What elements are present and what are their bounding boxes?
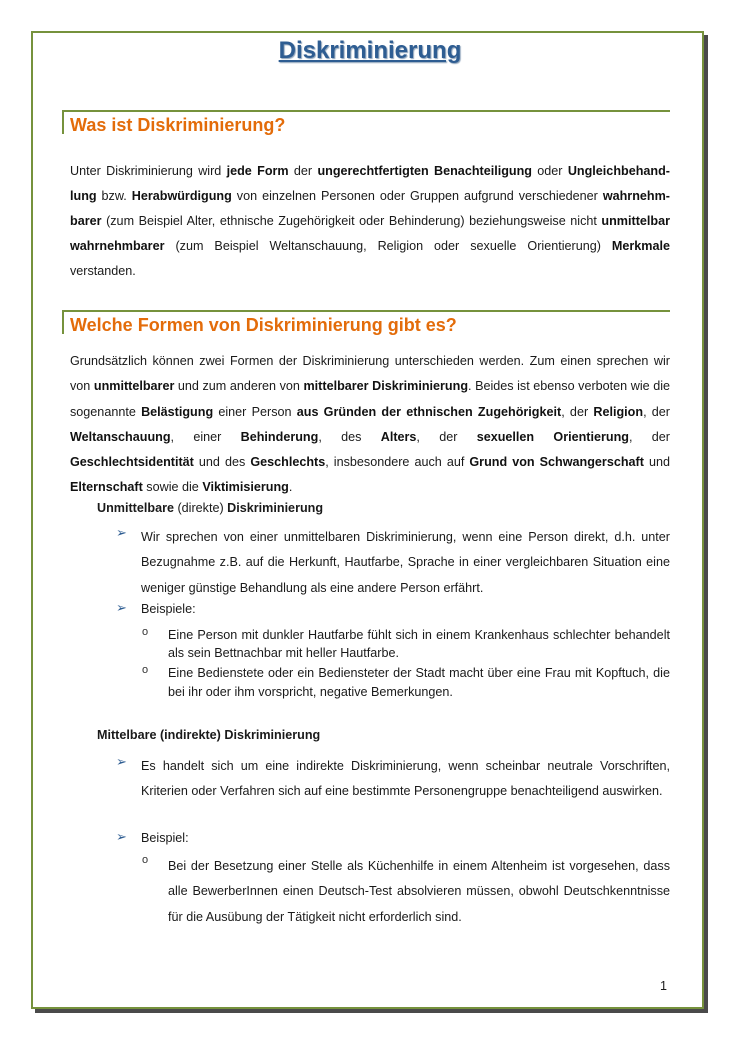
bold-text: Religion (593, 404, 644, 419)
page-number: 1 (660, 979, 668, 993)
arrow-bullet-icon: ➢ (116, 600, 127, 615)
bold-text: Grund von Schwangerschaft (469, 455, 644, 470)
text-run: , des (318, 429, 381, 444)
sub-list-item-text: Bei der Besetzung einer Stelle als Küchenhilfe in einem Altenheim ist vorgesehen, dass alle BewerberInnen einen Deutsch-Test absolvieren müssen, obwohl Deutschkenntnisse für die Ausübung der Tätigkeit nicht erforderlich sind. (168, 859, 670, 924)
text-run: . (288, 480, 293, 495)
bold-text: Diskriminierung (227, 501, 324, 515)
text-run: (zum Beispiel Weltanschauung, Religion oder sexuelle Orientierung) (164, 239, 612, 253)
list-item (116, 600, 670, 618)
text-run: oder (531, 164, 568, 178)
text-run: , der (629, 429, 670, 444)
circle-bullet-icon: o (142, 626, 149, 638)
bold-text: Viktimisierung (202, 480, 289, 495)
bold-text: Belästigung (141, 404, 214, 419)
bold-text: unmittelbar wahrnehmbarer (70, 214, 670, 253)
list-item (116, 829, 670, 847)
page-title: Diskriminierung (278, 37, 462, 64)
list-item-text: Beispiele: (141, 602, 196, 616)
bold-text: Weltanschauung (70, 429, 171, 444)
text-run: und (643, 455, 670, 470)
list-item (116, 754, 670, 805)
sub-list-item-text: Eine Bedienstete oder ein Bediensteter der Stadt macht über eine Frau mit Kopftuch, die bei ihr oder ihm vorspricht, negative Bemerkungen. (168, 666, 670, 699)
forms-paragraph (70, 349, 670, 501)
sub-list-item-text: Eine Person mit dunkler Hautfarbe fühlt sich in einem Krankenhaus schlechter behandelt als sein Bettnachbar mit heller Hautfarbe. (168, 628, 670, 660)
text-run: Unter Diskriminierung wird (70, 164, 227, 178)
section-heading-what-is (62, 110, 670, 134)
bold-text: unmittelbarer (93, 379, 175, 394)
section-heading-text: Was ist Diskriminierung? (70, 115, 286, 135)
bold-text: sexuellen Orientierung (476, 429, 629, 444)
bold-text: jede Form (226, 164, 289, 178)
section-heading-forms (62, 310, 670, 334)
text-run: (zum Beispiel Alter, ethnische Zugehörigkeit oder Behinderung) beziehungsweise nicht (101, 214, 602, 228)
sub-list-item (142, 664, 670, 702)
bold-text: Herabwürdigung (131, 189, 232, 203)
indirect-discrimination-heading: Mittelbare (indirekte) Diskriminierung (97, 728, 321, 742)
arrow-bullet-icon: ➢ (116, 525, 127, 540)
list-item-text: Beispiel: (141, 831, 189, 845)
direct-discrimination-heading (97, 501, 323, 515)
list-item-text: Wir sprechen von einer unmittelbaren Diskriminierung, wenn eine Person direkt, d.h. unter Bezugnahme z.B. auf die Herkunft, Hautfarbe, Sprache in einer vergleichbaren Situation eine weniger günstige Behandlung als eine andere Person erfährt. (141, 530, 670, 595)
text-run: . Beides ist ebenso verboten wie die sogenannte (70, 379, 670, 419)
text-run: , einer (170, 429, 241, 444)
list-item (116, 525, 670, 601)
text-run: und des (193, 455, 251, 470)
text-run: Grundsätzlich können zwei Formen der Diskriminierung unterschieden werden. Zum einen sprechen wir von (70, 354, 670, 394)
text-run: , insbesondere auch auf (325, 455, 470, 470)
bold-text: wahrnehmbarer (70, 189, 670, 228)
bold-text: Merkmale (611, 239, 670, 253)
bold-text: Unmittelbare (97, 501, 174, 515)
text-run: von einzelnen Personen oder Gruppen aufgrund verschiedener (231, 189, 603, 203)
text-run: bzw. (96, 189, 132, 203)
text-run: , der (643, 404, 670, 419)
bold-text: mittelbarer Diskriminierung (303, 379, 469, 394)
sub-list-item (142, 854, 670, 930)
text-run: (direkte) (173, 501, 228, 515)
bold-text: Alters (380, 429, 417, 444)
arrow-bullet-icon: ➢ (116, 829, 127, 844)
list-item-text: Es handelt sich um eine indirekte Diskriminierung, wenn scheinbar neutrale Vorschriften, Kriterien oder Verfahren sich auf eine bestimmte Personengruppe benachteiligend auswirken. (141, 759, 670, 799)
bold-text: aus Gründen der ethnischen Zugehörigkeit (296, 404, 562, 419)
bold-text: ungerechtfertigten Benachteiligung (317, 164, 532, 178)
circle-bullet-icon: o (142, 854, 149, 866)
bold-text: Ungleichbehandlung (70, 164, 670, 203)
text-run: , der (416, 429, 477, 444)
bold-text: Behinderung (240, 429, 319, 444)
circle-bullet-icon: o (142, 664, 149, 676)
bold-text: Geschlechts (250, 455, 326, 470)
text-run: sowie die (142, 480, 203, 495)
text-run: verstanden. (70, 264, 136, 278)
bold-text: Geschlechtsidentität (70, 455, 194, 470)
text-run: einer Person (213, 404, 297, 419)
sub-list-item (142, 626, 670, 662)
definition-paragraph (70, 159, 670, 284)
section-heading-text: Welche Formen von Diskriminierung gibt es? (70, 315, 457, 335)
text-run: , der (561, 404, 594, 419)
arrow-bullet-icon: ➢ (116, 754, 127, 769)
bold-text: Elternschaft (70, 480, 143, 495)
text-run: der (288, 164, 318, 178)
text-run: und zum anderen von (174, 379, 304, 394)
